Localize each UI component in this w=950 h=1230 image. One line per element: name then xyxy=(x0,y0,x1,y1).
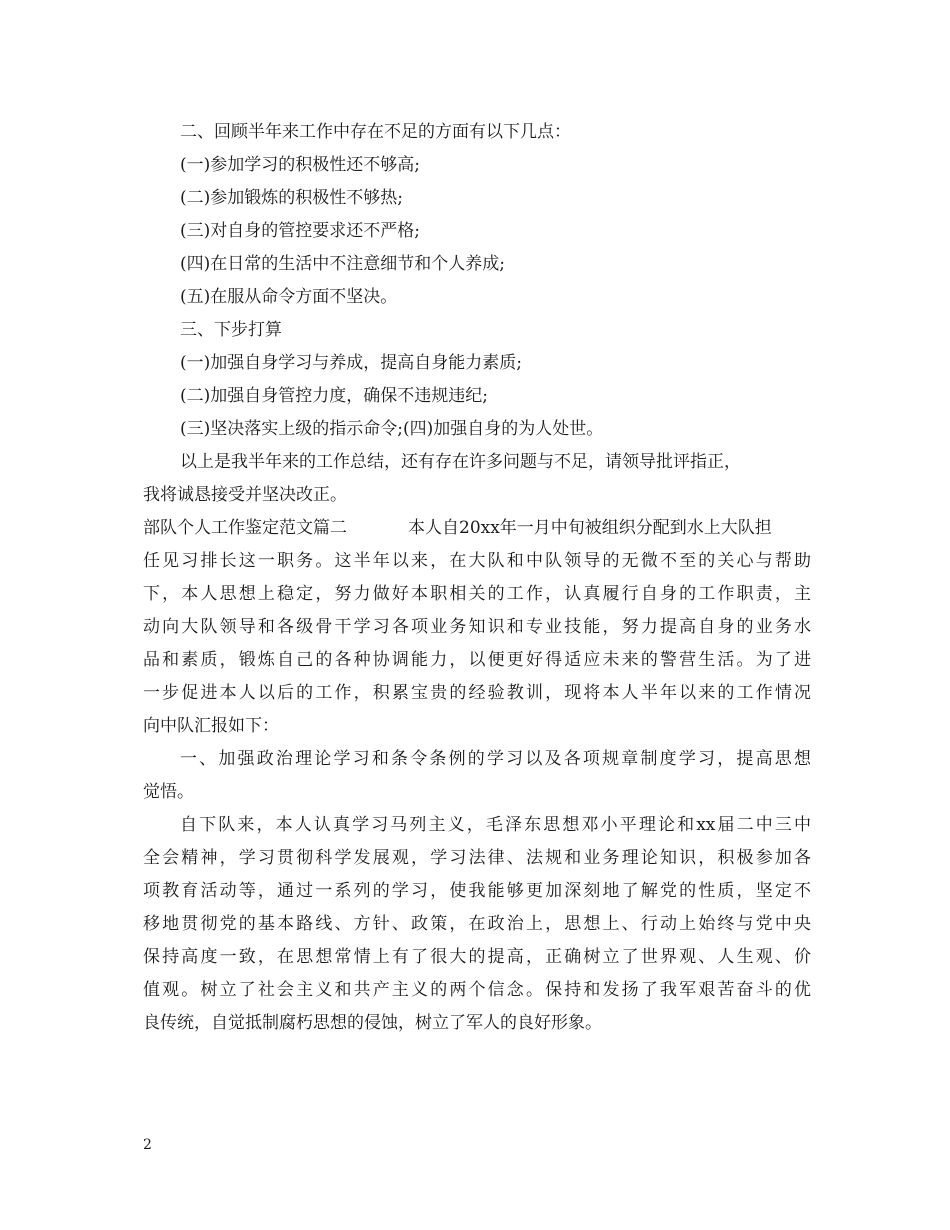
paragraph-line: 我将诚恳接受并坚决改正。 xyxy=(143,485,347,505)
paragraph-line: 全会精神，学习贯彻科学发展观，学习法律、法规和业务理论知识，积极参加各 xyxy=(143,848,811,868)
paragraph-line: 品和素质，锻炼自己的各种协调能力，以便更好得适应未来的警营生活。为了进 xyxy=(143,650,811,670)
paragraph-line: 良传统，自觉抵制腐朽思想的侵蚀，树立了军人的良好形象。 xyxy=(143,1013,602,1033)
paragraph-line: 向中队汇报如下： xyxy=(143,716,279,736)
paragraph-line: 以上是我半年来的工作总结，还有存在许多问题与不足，请领导批评指正， xyxy=(180,452,741,472)
paragraph-line: 一步促进本人以后的工作，积累宝贵的经验教训，现将本人半年以来的工作情况 xyxy=(143,683,811,703)
paragraph-line: 本人自20xx年一月中旬被组织分配到水上大队担 xyxy=(408,518,772,538)
paragraph-line: 移地贯彻党的基本路线、方针、政策，在政治上，思想上、行动上始终与党中央 xyxy=(143,914,811,934)
list-item: (三)对自身的管控要求还不严格; xyxy=(180,221,420,241)
page-number: 2 xyxy=(143,1137,152,1153)
list-item: (五)在服从命令方面不坚决。 xyxy=(180,287,398,307)
article-heading-line xyxy=(143,512,811,545)
paragraph-line: 动向大队领导和各级骨干学习各项业务知识和专业技能，努力提高自身的业务水 xyxy=(143,617,811,637)
list-item: (二)加强自身管控力度，确保不违规违纪; xyxy=(180,386,488,406)
section-heading-next-steps: 三、下步打算 xyxy=(180,320,282,340)
section-heading-political-study: 一、加强政治理论学习和条令条例的学习以及各项规章制度学习，提高思想 xyxy=(180,749,811,769)
paragraph-line: 保持高度一致，在思想常情上有了很大的提高，正确树立了世界观、人生观、价 xyxy=(143,947,811,967)
paragraph-line: 下，本人思想上稳定，努力做好本职相关的工作，认真履行自身的工作职责，主 xyxy=(143,584,811,604)
paragraph-line: 值观。树立了社会主义和共产主义的两个信念。保持和发扬了我军艰苦奋斗的优 xyxy=(143,980,811,1000)
list-item: (二)参加锻炼的积极性不够热; xyxy=(180,188,403,208)
paragraph-line: 任见习排长这一职务。这半年以来，在大队和中队领导的无微不至的关心与帮助 xyxy=(143,551,811,571)
article-title: 部队个人工作鉴定范文篇二 xyxy=(143,518,347,538)
list-item: (四)在日常的生活中不注意细节和个人养成; xyxy=(180,254,505,274)
paragraph-line: 项教育活动等，通过一系列的学习，使我能够更加深刻地了解党的性质，坚定不 xyxy=(143,881,811,901)
paragraph-line: 自下队来，本人认真学习马列主义，毛泽东思想邓小平理论和xx届二中三中 xyxy=(180,815,811,835)
document-body xyxy=(143,116,811,1040)
list-item: (三)坚决落实上级的指示命令;(四)加强自身的为人处世。 xyxy=(180,419,604,439)
list-item: (一)参加学习的积极性还不够高; xyxy=(180,155,420,175)
section-heading-shortcomings: 二、回顾半年来工作中存在不足的方面有以下几点： xyxy=(180,122,571,142)
paragraph-line: 觉悟。 xyxy=(143,782,194,802)
list-item: (一)加强自身学习与养成，提高自身能力素质; xyxy=(180,353,522,373)
